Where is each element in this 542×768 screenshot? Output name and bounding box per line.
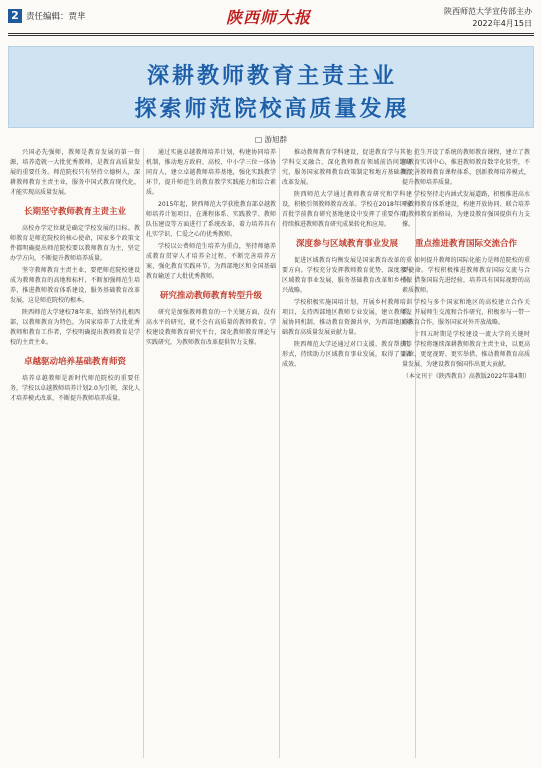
- article-paragraph: 促进区域教育均衡发展是国家教育改革的重要方向。学校充分发挥教师教育优势，深度参与区域教育事业发展，服务基础教育改革和乡村振兴战略。: [282, 257, 412, 294]
- article-paragraph: 陕西师范大学通过教师教育研究和学科建设，积极引领教师教育改革。学校在2018年国家首批学前教育研究基地建设中发挥了重要作用，持续推进教师教育研究成果转化和应用。: [282, 191, 412, 228]
- article-paragraph: 兴国必先强师，教师是教育发展的第一资源，培养造就一大批优秀教师，是教育高质量发展的重要任务。师范院校只有坚持立德树人，深耕教师教育主责主业，服务中国式教育现代化，才能实现高质量发展。: [10, 149, 140, 196]
- headline-banner: [8, 46, 534, 128]
- byline: □ 游旭群: [255, 135, 287, 144]
- article-paragraph: 学校积极实施国培计划，开展乡村教师培训项目，支持西部地区教师专业发展，建立教师发展协同机制，推动教育资源共享，为西部地区基础教育高质量发展贡献力量。: [282, 299, 412, 336]
- article-paragraph: 陕西师范大学建校78年来，始终坚持扎根西部，以教师教育为特色，为国家培养了大批优秀教师和教育工作者，学校明确提出教师教育是学校的主责主业。: [10, 309, 140, 346]
- issue-date: 2022年4月15日: [472, 19, 532, 28]
- section-subheading: 深度参与区域教育事业发展: [295, 239, 398, 249]
- article-column-4: [402, 148, 530, 760]
- article-paragraph: 通过实施卓越教师培养计划，构建协同培养机制，推动地方政府、高校、中小学三位一体协同育人，建立卓越教师培养基地，强化实践教学环节，提升师范生的教育教学实践能力和综合素质。: [146, 149, 276, 196]
- publisher: 陕西师范大学宣传部主办: [444, 7, 532, 16]
- article-paragraph: 2015年起，陕西师范大学获批教育部卓越教师培养计划项目，在课程体系、实践教学、教师队伍建设等方面进行了系统改革，着力培养具有扎实学识、仁爱之心的优秀教师。: [146, 201, 276, 238]
- headline-line-1: 深耕教师教育主责主业: [146, 64, 397, 89]
- article-paragraph: 范生开设了系统的教师教育课程，建立了教师教育实训中心，推进教师教育数字化转型，不断完善教师教育课程体系，创新教师培养模式，提升教师培养质量。: [402, 149, 530, 186]
- article-column-2: [146, 148, 276, 760]
- section-subheading: 卓越驱动培养基础教育师资: [23, 357, 126, 367]
- article-paragraph: 陕西师范大学还通过对口支援、教育帮扶等形式，持续助力区域教育事业发展，取得了显著成效。: [282, 341, 412, 368]
- newspaper-logo: 陕西师大报: [226, 8, 312, 27]
- article-paragraph: 如何提升教师的国际化能力是师范院校的重要使命。学校积极推进教师教育国际交流与合作，借鉴国际先进经验，培养具有国际视野的高素质教师。: [402, 257, 530, 294]
- source-note: （本文刊于《陕西教育》高教版2022年第4期）: [402, 373, 530, 380]
- section-subheading: 重点推进教育国际交流合作: [414, 239, 517, 249]
- masthead-rule: [8, 33, 534, 34]
- responsible-editor: 责任编辑：贾芈: [26, 12, 86, 22]
- masthead-rule-thin: [8, 35, 534, 36]
- article-paragraph: 培养卓越教师是新时代师范院校的重要任务，学校以卓越教师培养计划2.0为引领，深化人才培养模式改革，不断提升教师培养质量。: [10, 375, 140, 402]
- article-paragraph: 坚守教师教育主责主业，要把师范院校建设成为教师教育的高地和标杆，不断加强师范生培养，推进教师教育体系建设，服务基础教育改革发展，这是师范院校的根本。: [10, 267, 140, 304]
- page-number: 2: [8, 9, 22, 23]
- section-subheading: 研究推动教师教育转型升级: [159, 291, 262, 301]
- section-subheading: 长期坚守教师教育主责主业: [23, 207, 126, 217]
- publisher-info: [444, 6, 532, 30]
- article-paragraph: 学校坚持走内涵式发展道路，积极推进高水平教师教育体系建设，构建开放协同、联合培养的教师教育新格局，为建设教育强国提供有力支撑。: [402, 191, 530, 228]
- article-paragraph: 十四五时期是学校建设一流大学的关键时期。学校将继续深耕教师教育主责主业，以更高站位、更宽视野、更实举措，推动教师教育高质量发展，为建设教育强国作出更大贡献。: [402, 331, 530, 368]
- article-column-3: [282, 148, 412, 760]
- column-divider: [143, 148, 144, 758]
- article-paragraph: 推动教师教育学科建设，促进教育学与其他学科交叉融合，深化教师教育领域前沿问题研究，服务国家教师教育政策制定和地方基础教育改革发展。: [282, 149, 412, 186]
- article-paragraph: 学校与多个国家和地区的高校建立合作关系，开展师生交流和合作研究，积极参与一带一路教育合作，服务国家对外开放战略。: [402, 299, 530, 326]
- article-paragraph: 研究是加强教师教育的一个关键方面，没有高水平的研究，就不会有高质量的教师教育。学校建设教师教育研究平台，深化教师教育理论与实践研究，为教师教育改革提供智力支撑。: [146, 309, 276, 346]
- column-divider: [279, 148, 280, 758]
- masthead: [0, 0, 542, 44]
- article-paragraph: 高校办学定位就是确定学校发展的目标。教师教育是师范院校的核心使命，国家多个政策文件都明确提出师范院校要以教师教育为主，坚定办学方向，不断提升教师培养质量。: [10, 225, 140, 262]
- article-column-1: [10, 148, 140, 760]
- article-paragraph: 学校以公费师范生培养为重点，坚持师德养成教育贯穿人才培养全过程，不断完善培养方案，强化教育实践环节，为西部地区和全国基础教育输送了大批优秀教师。: [146, 243, 276, 280]
- headline-line-2: 探索师范院校高质量发展: [134, 97, 410, 122]
